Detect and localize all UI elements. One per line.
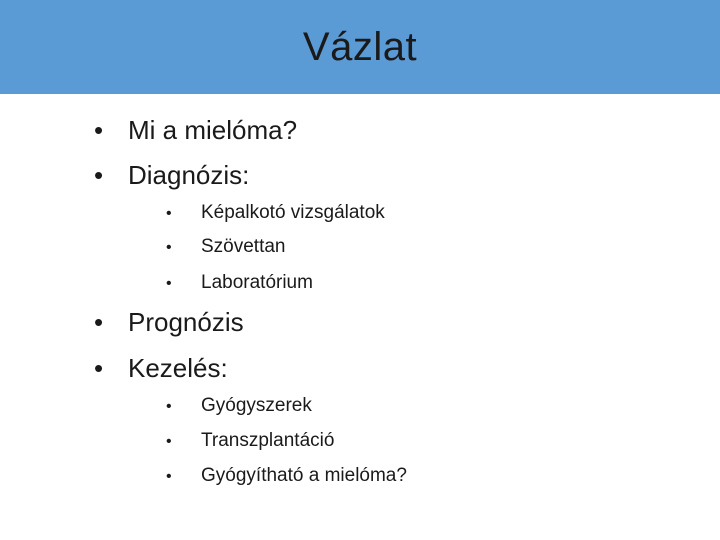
list-item xyxy=(94,157,249,193)
bullet-icon: • xyxy=(94,160,104,190)
bullet-icon: • xyxy=(94,115,104,145)
sub-list-item-text: Szövettan xyxy=(201,236,286,257)
sub-list-item xyxy=(166,269,313,297)
sub-list-item-text: Képalkotó vizsgálatok xyxy=(201,202,385,223)
bullet-icon: • xyxy=(94,307,104,337)
bullet-icon: • xyxy=(94,353,104,383)
list-item-text: Diagnózis: xyxy=(128,160,250,190)
list-item-text: Prognózis xyxy=(128,307,244,337)
sub-list-item xyxy=(166,427,334,455)
list-item xyxy=(94,350,228,386)
list-item-text: Mi a mielóma? xyxy=(128,115,298,145)
slide-title: Vázlat xyxy=(302,25,418,69)
bullet-icon: • xyxy=(166,433,172,450)
sub-list-item xyxy=(166,199,385,227)
sub-list-item xyxy=(166,392,312,420)
bullet-icon: • xyxy=(166,205,172,222)
sub-list-item xyxy=(166,233,286,261)
list-item-text: Kezelés: xyxy=(128,353,228,383)
list-item xyxy=(94,112,297,148)
sub-list-item-text: Gyógyítható a mielóma? xyxy=(201,465,407,486)
bullet-icon: • xyxy=(166,275,172,292)
sub-list-item-text: Gyógyszerek xyxy=(201,395,312,416)
sub-list-item-text: Transzplantáció xyxy=(201,430,335,451)
list-item xyxy=(94,304,244,340)
sub-list-item-text: Laboratórium xyxy=(201,272,313,293)
sub-list-item xyxy=(166,462,407,490)
bullet-icon: • xyxy=(166,239,172,256)
bullet-icon: • xyxy=(166,398,172,415)
bullet-icon: • xyxy=(166,468,172,485)
